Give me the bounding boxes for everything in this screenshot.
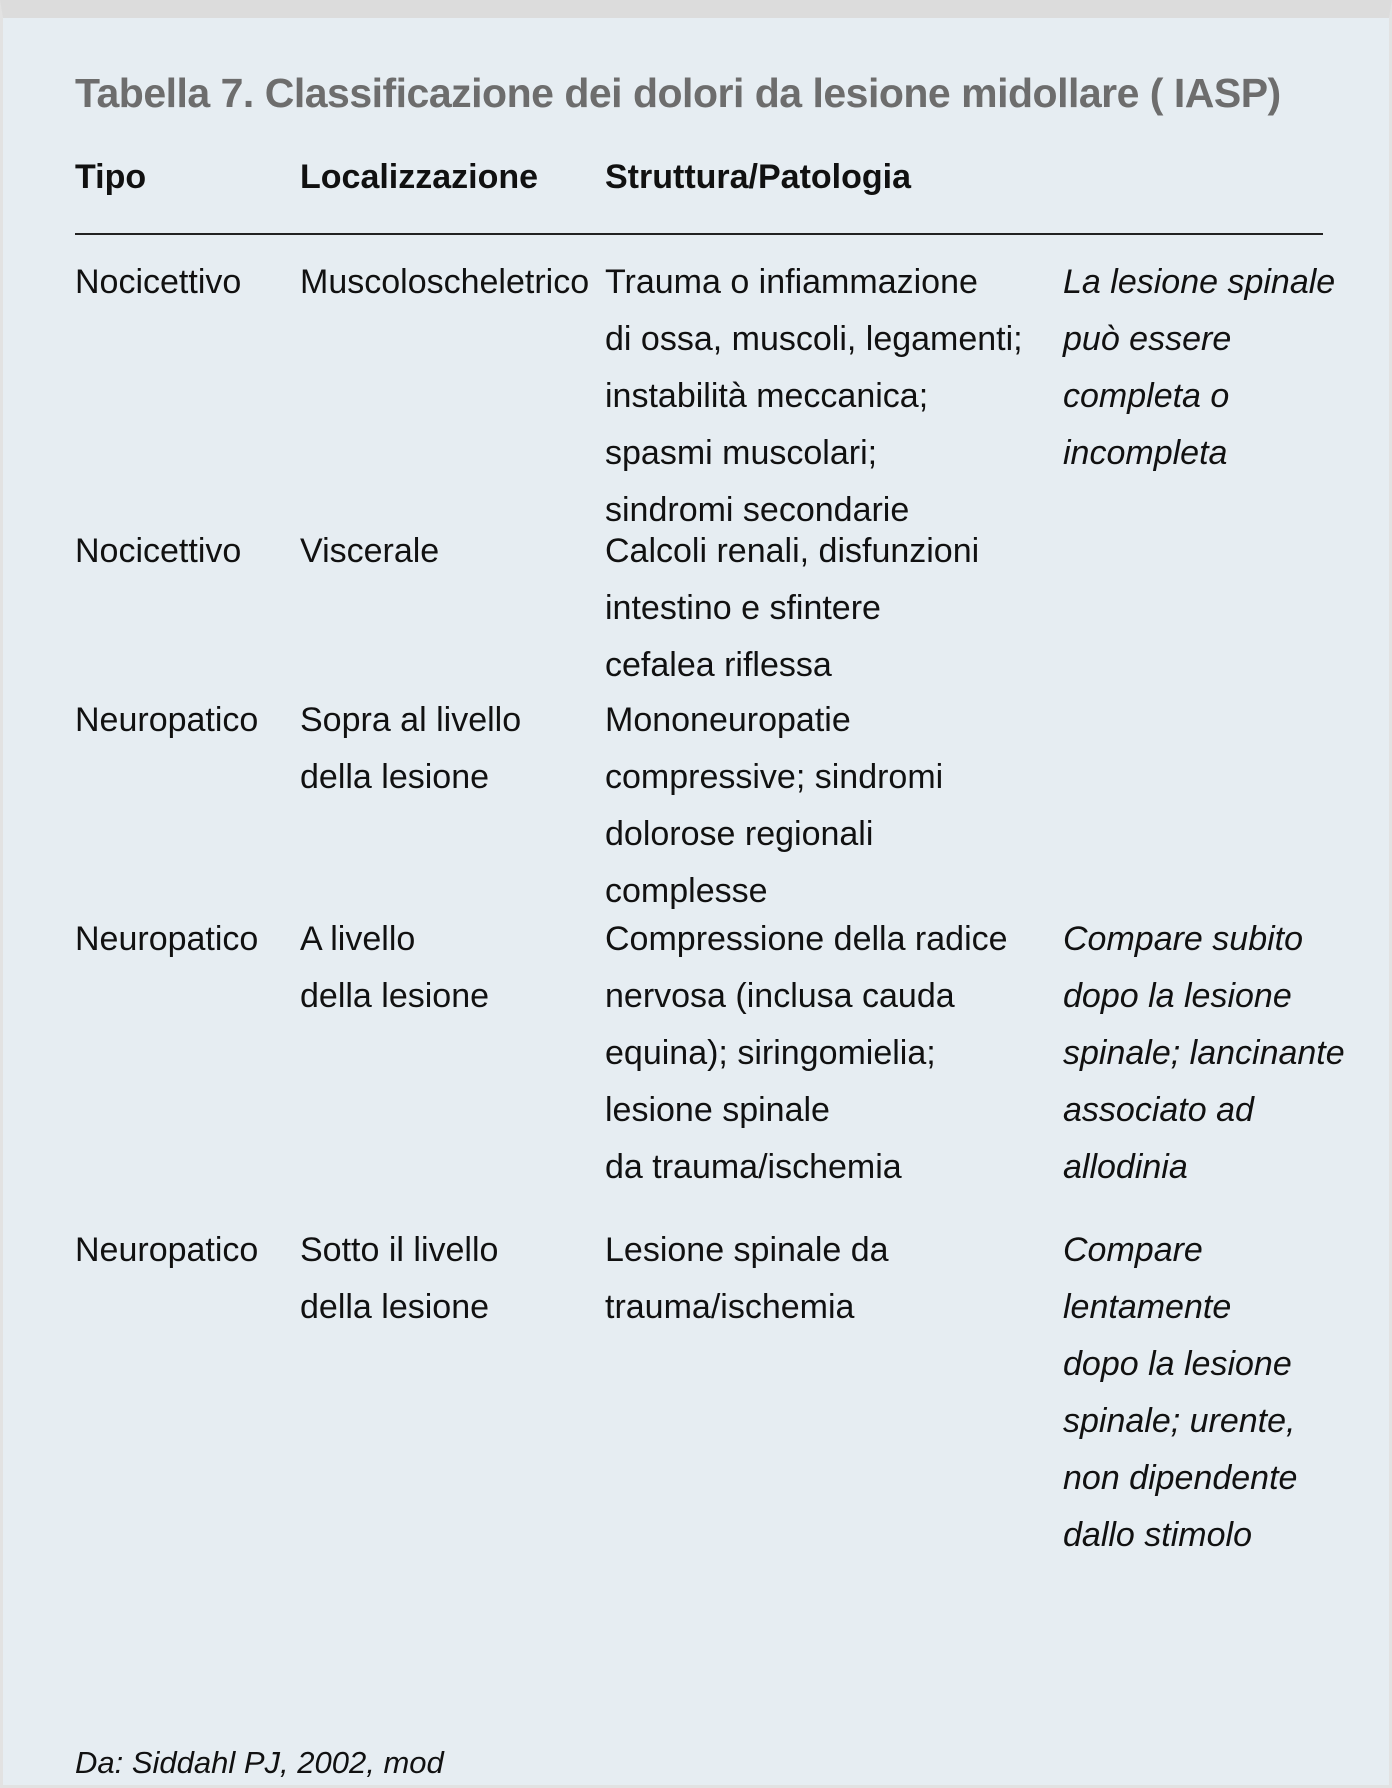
cell-struttura-line: da trauma/ischemia bbox=[605, 1148, 902, 1186]
cell-struttura-line: dolorose regionali bbox=[605, 815, 874, 853]
cell-tipo: Neuropatico bbox=[75, 920, 259, 958]
cell-struttura bbox=[605, 254, 1023, 539]
cell-localizzazione bbox=[300, 692, 521, 806]
cell-struttura-line: instabilità meccanica; bbox=[605, 377, 929, 415]
cell-struttura-line: spasmi muscolari; bbox=[605, 434, 878, 472]
header-divider bbox=[75, 233, 1323, 235]
cell-tipo: Neuropatico bbox=[75, 1231, 259, 1269]
table-source: Da: Siddahl PJ, 2002, mod bbox=[75, 1745, 444, 1780]
cell-localizzazione-line: Muscoloscheletrico bbox=[300, 263, 590, 301]
cell-note-line: lentamente bbox=[1063, 1288, 1232, 1326]
cell-localizzazione-line: Viscerale bbox=[300, 532, 440, 570]
cell-struttura-line: sindromi secondarie bbox=[605, 491, 910, 529]
cell-note-line: Compare subito bbox=[1063, 920, 1304, 958]
cell-struttura bbox=[605, 523, 979, 694]
cell-tipo: Nocicettivo bbox=[75, 532, 242, 570]
cell-note-line: associato ad bbox=[1063, 1091, 1254, 1129]
cell-struttura-line: trauma/ischemia bbox=[605, 1288, 855, 1326]
cell-struttura-line: complesse bbox=[605, 872, 768, 910]
table-header bbox=[75, 158, 1323, 198]
cell-localizzazione-line: Sotto il livello bbox=[300, 1231, 499, 1269]
cell-tipo: Nocicettivo bbox=[75, 263, 242, 301]
cell-note-line: spinale; urente, bbox=[1063, 1402, 1296, 1440]
cell-note-line: non dipendente bbox=[1063, 1459, 1298, 1497]
cell-struttura-line: Calcoli renali, disfunzioni bbox=[605, 532, 980, 570]
cell-note bbox=[1063, 911, 1345, 1196]
cell-struttura bbox=[605, 692, 943, 920]
cell-localizzazione bbox=[300, 523, 439, 580]
column-header-tipo: Tipo bbox=[75, 158, 147, 196]
cell-struttura-line: Mononeuropatie bbox=[605, 701, 851, 739]
cell-note-line: dopo la lesione bbox=[1063, 977, 1292, 1015]
column-header-localizzazione: Localizzazione bbox=[300, 158, 539, 196]
cell-note-line: dopo la lesione bbox=[1063, 1345, 1292, 1383]
cell-note bbox=[1063, 1222, 1297, 1564]
cell-localizzazione bbox=[300, 1222, 498, 1336]
cell-note bbox=[1063, 254, 1335, 482]
cell-note-line: La lesione spinale bbox=[1063, 263, 1336, 301]
cell-struttura bbox=[605, 911, 1008, 1196]
cell-struttura-line: cefalea riflessa bbox=[605, 646, 832, 684]
cell-localizzazione bbox=[300, 254, 589, 311]
cell-struttura-line: Trauma o infiammazione bbox=[605, 263, 978, 301]
cell-struttura-line: equina); siringomielia; bbox=[605, 1034, 936, 1072]
cell-note-line: incompleta bbox=[1063, 434, 1228, 472]
cell-note-line: dallo stimolo bbox=[1063, 1516, 1252, 1554]
cell-struttura-line: Compressione della radice bbox=[605, 920, 1008, 958]
cell-struttura-line: nervosa (inclusa cauda bbox=[605, 977, 955, 1015]
cell-localizzazione-line: della lesione bbox=[300, 1288, 490, 1326]
cell-struttura-line: Lesione spinale da bbox=[605, 1231, 889, 1269]
cell-tipo: Neuropatico bbox=[75, 701, 259, 739]
cell-localizzazione-line: della lesione bbox=[300, 977, 490, 1015]
table-title: Tabella 7. Classificazione dei dolori da lesione midollare ( IASP) bbox=[75, 70, 1281, 116]
cell-struttura-line: intestino e sfintere bbox=[605, 589, 881, 627]
cell-note-line: Compare bbox=[1063, 1231, 1203, 1269]
cell-localizzazione-line: Sopra al livello bbox=[300, 701, 522, 739]
cell-note-line: può essere bbox=[1063, 320, 1232, 358]
cell-localizzazione-line: della lesione bbox=[300, 758, 490, 796]
cell-struttura-line: lesione spinale bbox=[605, 1091, 830, 1129]
column-header-struttura: Struttura/Patologia bbox=[605, 158, 912, 196]
cell-localizzazione bbox=[300, 911, 489, 1025]
cell-note-line: spinale; lancinante bbox=[1063, 1034, 1345, 1072]
cell-struttura-line: di ossa, muscoli, legamenti; bbox=[605, 320, 1023, 358]
cell-struttura bbox=[605, 1222, 889, 1336]
cell-note-line: allodinia bbox=[1063, 1148, 1188, 1186]
cell-struttura-line: compressive; sindromi bbox=[605, 758, 944, 796]
cell-localizzazione-line: A livello bbox=[300, 920, 416, 958]
cell-note-line: completa o bbox=[1063, 377, 1230, 415]
